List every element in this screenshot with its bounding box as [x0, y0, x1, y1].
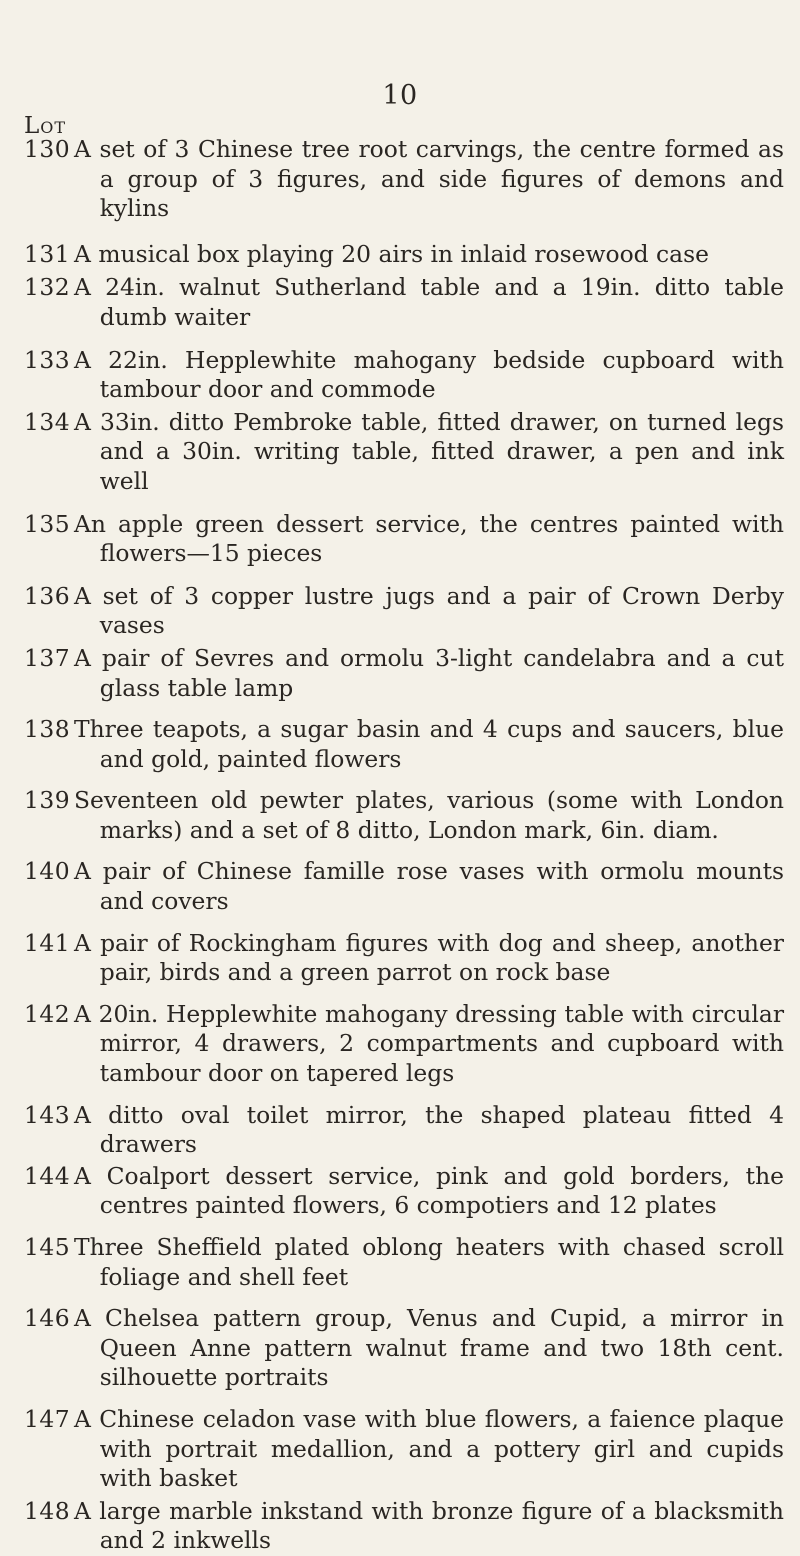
lot-number: 132 [24, 273, 71, 302]
lot-number: 144 [24, 1161, 71, 1190]
lot-entry [24, 857, 784, 916]
lot-column-header: Lot [24, 113, 67, 139]
lot-description: Seventeen old pewter plates, various (some with London marks) and a set of 8 ditto, London mark, 6in. diam. [74, 786, 784, 844]
lot-entry [24, 1101, 784, 1160]
lot-description: A set of 3 copper lustre jugs and a pair of Crown Derby vases [74, 581, 784, 640]
lot-description: An apple green dessert service, the centres painted with flowers—15 pieces [74, 509, 784, 568]
lot-entry [24, 786, 784, 845]
lot-number: 134 [24, 407, 71, 436]
lot-description: Three teapots, a sugar basin and 4 cups and saucers, blue and gold, painted flowers [74, 715, 784, 773]
lot-description: A pair of Rockingham figures with dog and sheep, another pair, birds and a green parrot on rock base [74, 928, 784, 987]
lot-number: 142 [24, 999, 71, 1028]
lot-description: A Coalport dessert service, pink and gold borders, the centres painted flowers, 6 compotiers and 12 plates [74, 1161, 784, 1220]
lot-entry [24, 715, 784, 774]
lot-description: A large marble inkstand with bronze figure of a blacksmith and 2 inkwells [74, 1496, 784, 1555]
lot-entry [24, 1000, 784, 1089]
lot-description: A 20in. Hepplewhite mahogany dressing table with circular mirror, 4 drawers, 2 compartments and cupboard with tambour door on tapered legs [74, 999, 784, 1088]
lot-description: A Chelsea pattern group, Venus and Cupid, a mirror in Queen Anne pattern walnut frame and two 18th cent. silhouette portraits [74, 1304, 784, 1392]
lot-number: 148 [24, 1496, 71, 1525]
lot-entry [24, 510, 784, 569]
lot-entry [24, 273, 784, 332]
lot-number: 130 [24, 135, 71, 163]
lot-number: 136 [24, 581, 71, 610]
lot-description: A Chinese celadon vase with blue flowers, a faience plaque with portrait medallion, and a pottery girl and cupids with basket [74, 1404, 784, 1493]
lot-entry [24, 929, 784, 988]
lot-description: A 24in. walnut Sutherland table and a 19in. ditto table dumb waiter [74, 273, 784, 331]
lot-number: 146 [24, 1304, 71, 1333]
lot-description: Three Sheffield plated oblong heaters with chased scroll foliage and shell feet [74, 1233, 784, 1291]
lot-description: A ditto oval toilet mirror, the shaped plateau fitted 4 drawers [74, 1100, 784, 1159]
lot-number: 131 [24, 239, 71, 268]
lot-entry [24, 408, 784, 497]
lot-entry [24, 1405, 784, 1494]
lot-entry [24, 1162, 784, 1221]
lot-number: 139 [24, 786, 71, 815]
page-number: 10 [382, 80, 418, 111]
lot-entry [24, 240, 784, 270]
lot-entry [24, 1233, 784, 1292]
lot-description: A pair of Sevres and ormolu 3-light candelabra and a cut glass table lamp [74, 643, 784, 702]
lot-number: 141 [24, 928, 71, 957]
lot-entry [24, 135, 784, 224]
lot-number: 135 [24, 509, 71, 538]
lot-list [24, 135, 784, 1556]
lot-description: A musical box playing 20 airs in inlaid rosewood case [74, 239, 709, 268]
lot-entry [24, 346, 784, 405]
lot-description: A pair of Chinese famille rose vases with ormolu mounts and covers [74, 857, 784, 916]
lot-number: 137 [24, 643, 71, 672]
lot-description: A 33in. ditto Pembroke table, fitted drawer, on turned legs and a 30in. writing table, fitted drawer, a pen and ink well [74, 407, 784, 495]
lot-description: A 22in. Hepplewhite mahogany bedside cupboard with tambour door and commode [74, 345, 784, 404]
lot-number: 138 [24, 715, 71, 744]
lot-number: 145 [24, 1233, 71, 1261]
lot-number: 147 [24, 1404, 71, 1433]
lot-entry [24, 1497, 784, 1556]
lot-number: 143 [24, 1100, 71, 1129]
lot-description: A set of 3 Chinese tree root carvings, the centre formed as a group of 3 figures, and side figures of demons and kylins [74, 135, 784, 223]
lot-number: 140 [24, 857, 71, 886]
lot-entry [24, 582, 784, 641]
lot-entry [24, 644, 784, 703]
lot-entry [24, 1304, 784, 1393]
lot-number: 133 [24, 345, 71, 374]
